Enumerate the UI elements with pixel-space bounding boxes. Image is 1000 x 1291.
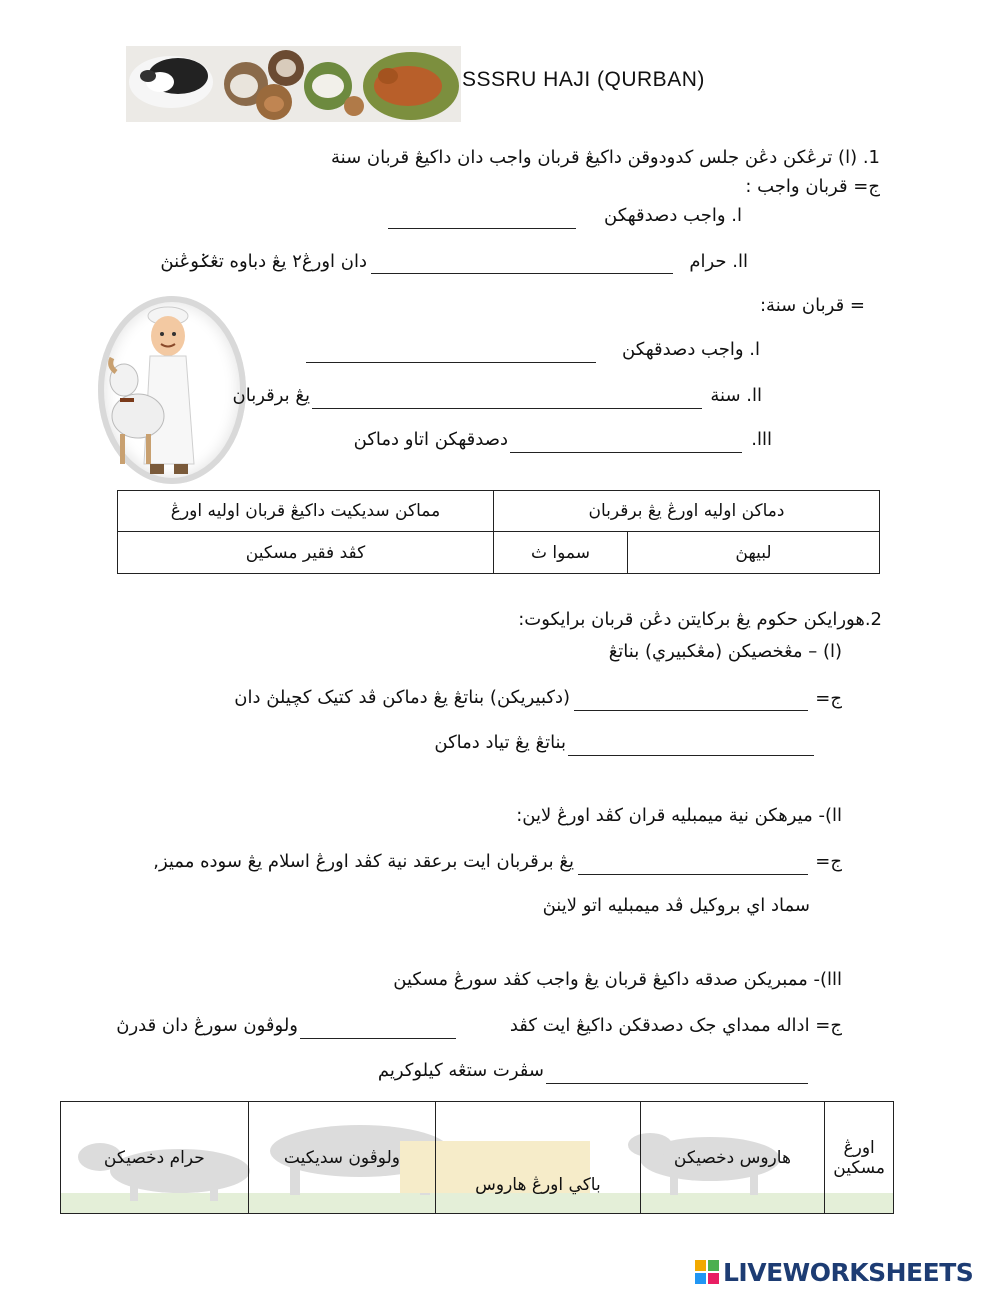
q2-b-label: اا)- ميرهکن نية ميمبليه قران کڤد اورڠ لاين: bbox=[516, 805, 842, 826]
q2-c-blank-2[interactable] bbox=[546, 1067, 808, 1084]
q2-b-answer-line2: سماد اي بروکيل ڤد ميمبليه اتو لاينڽ bbox=[542, 895, 810, 916]
q1-sunat-ii-blank[interactable] bbox=[312, 392, 702, 409]
question-2-text: 2.هورايکن حکوم يڠ برکايتن دڠن قربان برايکوت: bbox=[518, 609, 882, 630]
option-cell-1[interactable]: اورڠ مسکين bbox=[825, 1102, 894, 1214]
q2-b-prefix: ج= bbox=[815, 851, 842, 872]
q2-b-answer-line1: يڠ برقربان ايت برعقد نية کڤد اورڠ اسلام يڠ سوده مميز, bbox=[153, 851, 574, 872]
option-cell-2[interactable]: هاروس دخصيکن bbox=[640, 1102, 825, 1214]
q2-a-answer-line2: بناتڠ يڠ تياد دماکن bbox=[434, 732, 566, 753]
q1-wajib-ii-tail: دان اورڠ٢ يڠ دباوه تڠݢوڠنڽ bbox=[160, 251, 367, 272]
q1-sunat-i-label: ا. واجب دصدقهکن bbox=[622, 339, 760, 360]
q1-sunat-iii-blank[interactable] bbox=[510, 436, 742, 453]
q1-sunat-label: = قربان سنة: bbox=[759, 295, 865, 316]
option-cell-4[interactable]: ولوڤون سديکيت bbox=[248, 1102, 436, 1214]
liveworksheets-logo-icon bbox=[695, 1260, 719, 1284]
q1-sunat-ii-label: اا. سنة bbox=[710, 385, 762, 406]
q1-sunat-iii-tail: دصدقهکن اتاو دماکن bbox=[353, 429, 508, 450]
boy-with-goat-illustration bbox=[98, 296, 246, 484]
table1-cell-mid: سموا ث bbox=[494, 532, 628, 574]
q1-sunat-iii-label: ااا. bbox=[751, 429, 772, 450]
q2-c-label: ااا)- ممبريکن صدقه داکيڠ قربان يڠ واجب کڤد سورڠ مسکين bbox=[393, 969, 842, 990]
q2-a-blank-2[interactable] bbox=[568, 739, 814, 756]
q1-wajib-i-label: ا. واجب دصدقهکن bbox=[604, 205, 742, 226]
option-cell-3[interactable]: باکي اورڠ هاروس bbox=[436, 1102, 640, 1214]
liveworksheets-logo-text: LIVEWORKSHEETS bbox=[723, 1257, 974, 1287]
q1-sunat-i-blank[interactable] bbox=[306, 346, 596, 363]
q2-c-blank-1[interactable] bbox=[300, 1022, 456, 1039]
q1-wajib-ii-blank[interactable] bbox=[371, 257, 673, 274]
animal-collage-image bbox=[126, 46, 461, 122]
q2-a-answer-line1: (دکبيريکن) بناتڠ يڠ دماکن ڤد کتيک کچيلڽ دان bbox=[234, 687, 570, 708]
q2-a-blank-1[interactable] bbox=[574, 694, 808, 711]
q2-a-prefix: ج= bbox=[815, 688, 842, 709]
question-1-text: 1. (ا) ترڠکن دڠن جلس کدودوقن داکيڠ قربان واجب دان داکيڠ قربان سنة bbox=[330, 147, 880, 168]
liveworksheets-logo bbox=[695, 1257, 973, 1287]
q1-answer-prefix: ج= قربان واجب : bbox=[745, 176, 880, 197]
table1-cell-right: کڤد فقير مسکين bbox=[118, 532, 494, 574]
q2-b-blank[interactable] bbox=[578, 858, 808, 875]
worksheet-title: SSSRU HAJI (QURBAN) bbox=[462, 68, 705, 91]
option-cell-5[interactable]: حرام دخصيکن bbox=[61, 1102, 249, 1214]
q1-summary-table bbox=[117, 490, 880, 574]
q1-sunat-ii-tail: يڠ برقربان bbox=[232, 385, 310, 406]
table1-header-left: دماکن اوليه اورڠ يڠ برقربان bbox=[494, 491, 880, 532]
table1-header-right: مماکن سديکيت داکيڠ قربان اوليه اورڠ bbox=[118, 491, 494, 532]
q2-c-answer-line1-b: ولوڤون سورڠ دان قدرڽ bbox=[116, 1015, 298, 1036]
q2-answer-options-table bbox=[60, 1101, 894, 1214]
q2-a-label: (ا) – مڠخصيکن (مڠکبيري) بناتڠ bbox=[608, 641, 842, 662]
q1-wajib-i-blank[interactable] bbox=[388, 212, 576, 229]
q2-c-answer-line2: سڤرت ستڠه کيلوکريم bbox=[377, 1060, 544, 1081]
table1-cell-left: لبيهڽ bbox=[628, 532, 880, 574]
q2-c-answer-line1-a: ج= اداله ممداي جک دصدقکن داکيڠ ايت کڤد bbox=[509, 1015, 842, 1036]
q1-wajib-ii-label: اا. حرام bbox=[689, 251, 748, 272]
